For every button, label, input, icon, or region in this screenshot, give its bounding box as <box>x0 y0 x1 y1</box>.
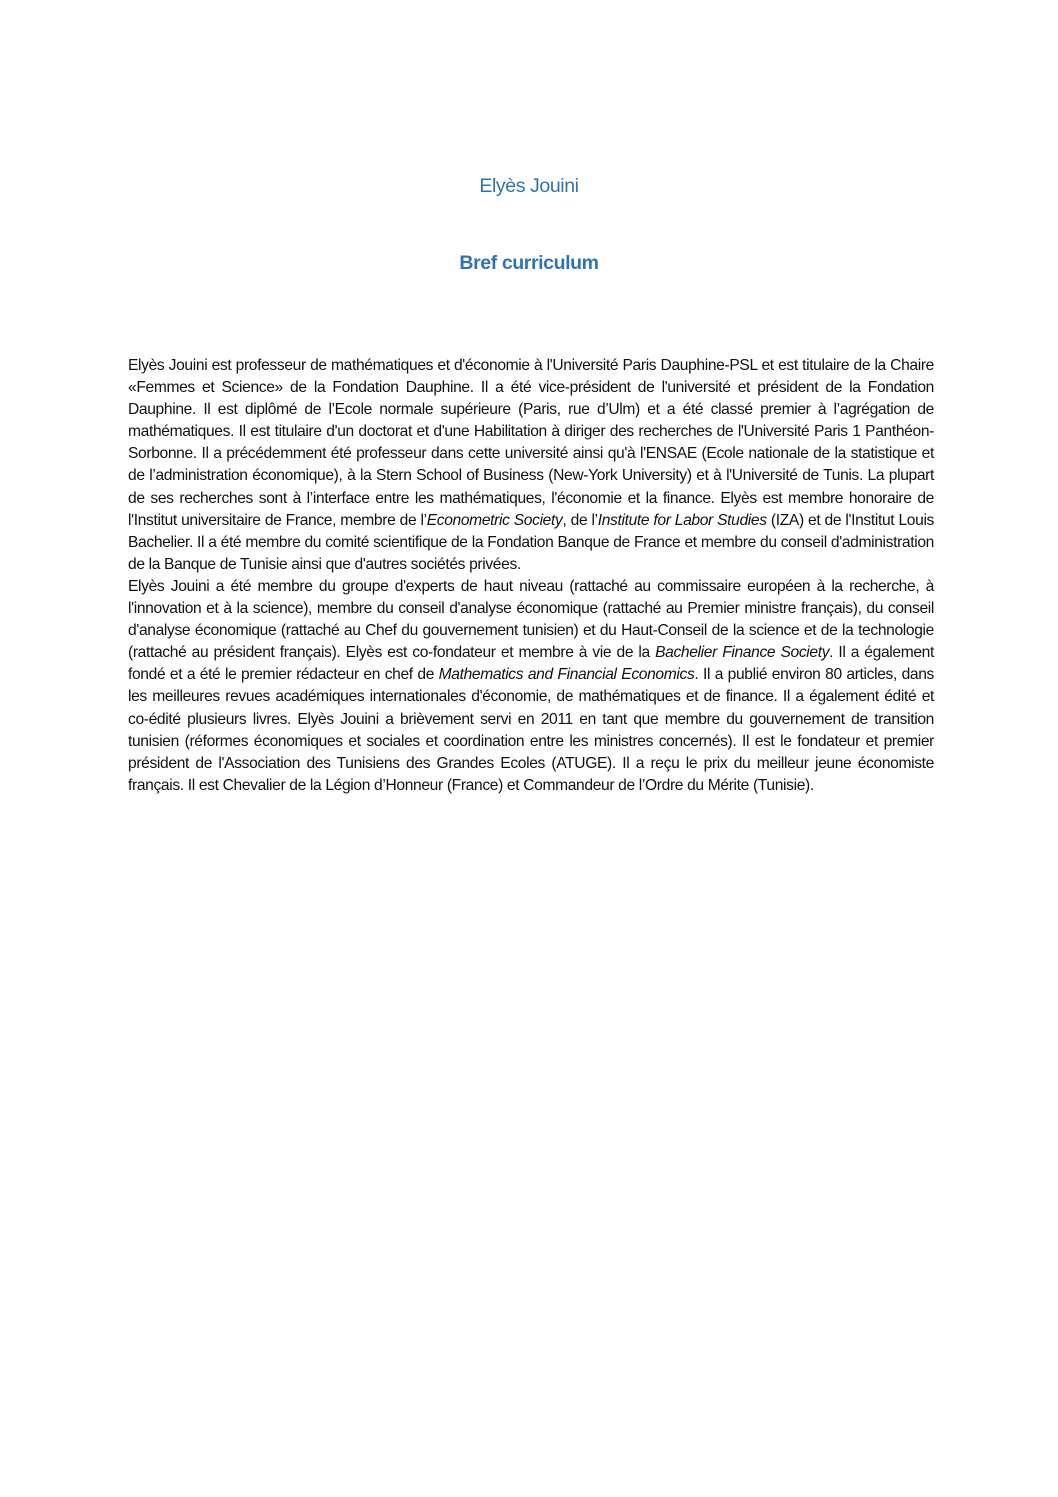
italic-term: Mathematics and Financial Economics <box>438 666 695 684</box>
biography-text <box>128 355 934 797</box>
biography-paragraph-2 <box>128 576 934 797</box>
biography-paragraph-1 <box>128 355 934 576</box>
paragraph-text: Elyès Jouini est professeur de mathématiques et d'économie à l'Université Paris Dauphine-PSL et est titulaire de la Chaire «Femmes et Science» de la Fondation Dauphine. Il a été vice-président de l'université et président de la Fondation Dauphine. Il est diplômé de l’Ecole normale supérieure (Paris, rue d’Ulm) et a été classé premier à l’agrégation de mathématiques. Il est titulaire d'un doctorat et d'une Habilitation à diriger des recherches de l'Université Paris 1 Panthéon-Sorbonne. Il a précédemment été professeur dans cette université ainsi qu'à l'ENSAE (Ecole nationale de la statistique et de l’administration économique), à la Stern School of Business (New-York University) et à l'Université de Tunis. La plupart de ses recherches sont à l’interface entre les mathématiques, l'économie et la finance. Elyès est membre honoraire de l'Institut universitaire de France, membre de l’ <box>128 357 934 529</box>
document-subtitle: Bref curriculum <box>459 252 599 274</box>
paragraph-text: (IZA) et de l'Institut Louis Bachelier. Il a été membre du comité scientifique de la Fondation Banque de France et membre du conseil d'administration de la Banque de Tunisie ainsi que d'autres sociétés privées. <box>128 511 935 573</box>
paragraph-text: , de l’ <box>562 511 598 529</box>
italic-term: Bachelier Finance Society <box>655 644 830 662</box>
paragraph-text: . Il a publié environ 80 articles, dans les meilleures revues académiques internationales d'économie, de mathématiques et de finance. Il a également édité et co-édité plusieurs livres. Elyès Jouini a brièvement servi en 2011 en tant que membre du gouvernement de transition tunisien (réformes économiques et sociales et coordination entre les ministres concernés). Il est le fondateur et premier président de l'Association des Tunisiens des Grandes Ecoles (ATUGE). Il a reçu le prix du meilleur jeune économiste français. Il est Chevalier de la Légion d’Honneur (France) et Commandeur de l’Ordre du Mérite (Tunisie). <box>128 666 934 794</box>
paragraph-text: . Il a également fondé et a été le premier rédacteur en chef de <box>128 644 934 684</box>
paragraph-text: Elyès Jouini a été membre du groupe d'experts de haut niveau (rattaché au commissaire européen à la recherche, à l'innovation et à la science), membre du conseil d'analyse économique (rattaché au Premier ministre français), du conseil d'analyse économique (rattaché au Chef du gouvernement tunisien) et du Haut-Conseil de la science et de la technologie (rattaché au président français). Elyès est co-fondateur et membre à vie de la <box>128 577 934 662</box>
italic-term: Institute for Labor Studies <box>597 511 767 529</box>
person-name-heading: Elyès Jouini <box>479 175 579 197</box>
italic-term: Econometric Society <box>426 511 563 529</box>
